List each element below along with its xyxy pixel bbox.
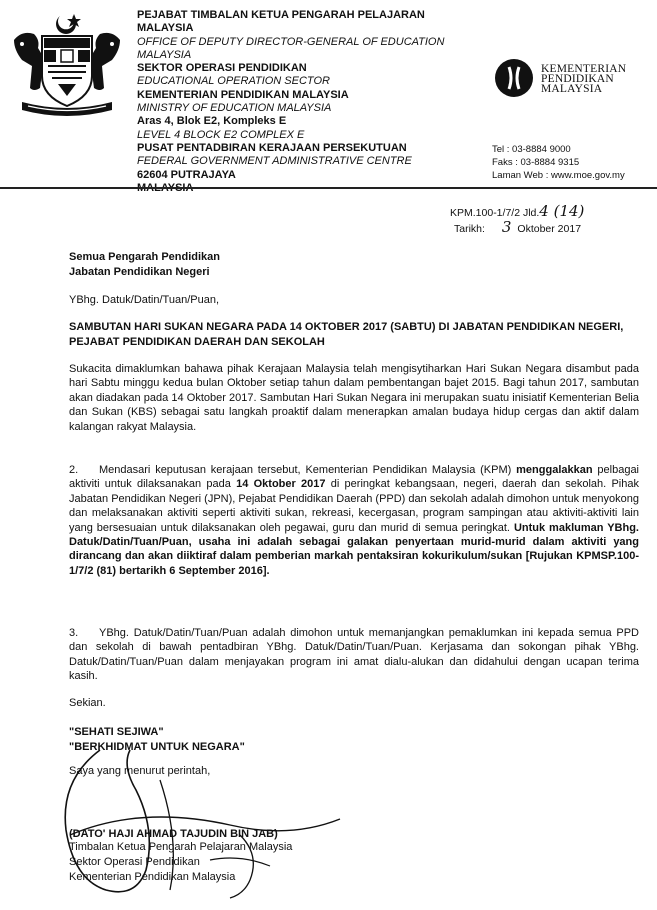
letter-subject: SAMBUTAN HARI SUKAN NEGARA PADA 14 OKTOBER 2017 (SABTU) DI JABATAN PENDIDIKAN NEGERI, PEJABAT PENDIDIKAN DAERAH DAN SEKOLAH — [69, 321, 624, 348]
coat-of-arms-icon — [8, 10, 126, 120]
kpm-logo-name — [541, 64, 626, 94]
para2-bold: 14 Oktober 2017 — [236, 478, 326, 491]
date-day-handwritten: 3 — [501, 218, 512, 236]
paragraph-2 — [69, 463, 639, 578]
paragraph-number: 3. — [69, 627, 79, 639]
para3-text: YBhg. Datuk/Datin/Tuan/Puan adalah dimohon untuk memanjangkan pemaklumkan ini kepada semua PPD dan sekolah di bawah pentadbiran YBhg. Datuk/Datin/Tuan/Puan. Kerjasama dan sokongan pihak YBhg. Datuk/Datin/Tuan/Puan dalam menjayakan program ini amat dialu-alukan dan didahului dengan ucapan terima kasih. — [69, 627, 639, 683]
para2-text: Mendasari keputusan kerajaan tersebut, Kementerian Pendidikan Malaysia (KPM) — [99, 464, 517, 476]
letterhead-line: MINISTRY OF EDUCATION MALAYSIA — [137, 102, 332, 115]
signatory-post-line: Kementerian Pendidikan Malaysia — [69, 871, 236, 883]
para2-bold: menggalakkan — [516, 464, 593, 476]
date-label: Tarikh: — [454, 223, 485, 235]
letterhead-line: 62604 PUTRAJAYA — [137, 168, 236, 181]
letterhead-line: PEJABAT TIMBALAN KETUA PENGARAH PELAJARAN MALAYSIA — [137, 9, 425, 35]
para2-text: di peringkat kebangsaan, negeri, daerah dan sekolah. Pihak Jabatan Pendidikan Negeri (JPN), Pejabat Pendidikan Daerah (PPD) dan sekolah adalah dimohon untuk menyokong dan melaksanakan aktiviti seperti aktiviti sukan, rekreasi, kecergasan, program sampingan atau aktiviti-aktiviti lain yang bersesuaian untuk dilaksanakan oleh pegawai, guru dan murid di semua peringkat. — [69, 478, 639, 534]
reference-number — [450, 204, 584, 220]
slogan: "BERKHIDMAT UNTUK NEGARA" — [69, 741, 245, 753]
letterhead-divider — [0, 187, 657, 189]
fax: Faks : 03-8884 9315 — [492, 157, 580, 168]
slogan: "SEHATI SEJIWA" — [69, 726, 164, 738]
paragraph-1: Sukacita dimaklumkan bahawa pihak Kerajaan Malaysia telah mengisytiharkan Hari Sukan Negara disambut pada hari Sabtu minggu kedua bulan Oktober setiap tahun dalam pembentangan bajet 2015. Bagi tahun 2017, sambutan akan diadakan pada 14 Oktober 2017. Sambutan Hari Sukan Negara ini merupakan suatu inisiatif Kementerian Belia dan Sukan (KBS) sebagai satu langkah proaktif dalam menerapkan amalan budaya hidup cergas dan aktif dalam kalangan rakyat Malaysia. — [69, 363, 639, 433]
paragraph-3 — [69, 626, 639, 684]
letterhead-line: OFFICE OF DEPUTY DIRECTOR-GENERAL OF EDUCATION MALAYSIA — [137, 35, 445, 61]
para2-bold: Untuk makluman YBhg. Datuk/Datin/Tuan/Puan, usaha ini adalah sebagai galakan penyertaan murid-murid dalam aktiviti yang dirancang dan akan diiktiraf dalam pemberian markah pentaksiran kokurikulum/sukan [Rujukan KPMSP.100-1/7/2 (81) bertarikh 6 September 2016]. — [69, 521, 639, 577]
signatory-post-line: Timbalan Ketua Pengarah Pelajaran Malaysia — [69, 841, 293, 853]
signatory-name: (DATO' HAJI AHMAD TAJUDIN BIN JAB) — [69, 828, 278, 840]
website: Laman Web : www.moe.gov.my — [492, 170, 625, 181]
para2-text: pelbagai aktiviti untuk dilaksanakan pada — [69, 464, 640, 491]
reference-date — [450, 220, 584, 236]
reference-handwritten: 4 (14) — [539, 202, 585, 220]
letterhead-line: Aras 4, Blok E2, Kompleks E — [137, 115, 287, 128]
telephone: Tel : 03-8884 9000 — [492, 144, 571, 155]
recipient-line: Jabatan Pendidikan Negeri — [69, 266, 210, 278]
reference-prefix: KPM.100-1/7/2 Jld. — [450, 207, 540, 219]
letterhead-address — [137, 9, 477, 195]
reference-block — [450, 204, 584, 236]
letterhead-line: LEVEL 4 BLOCK E2 COMPLEX E — [137, 128, 305, 141]
letterhead-line: SEKTOR OPERASI PENDIDIKAN — [137, 62, 307, 75]
letterhead-line: PUSAT PENTADBIRAN KERAJAAN PERSEKUTUAN — [137, 141, 407, 154]
order-line: Saya yang menurut perintah, — [69, 765, 211, 777]
letterhead-line: FEDERAL GOVERNMENT ADMINISTRATIVE CENTRE — [137, 155, 412, 168]
letterhead-line: KEMENTERIAN PENDIDIKAN MALAYSIA — [137, 88, 349, 101]
signatory-post-line: Sektor Operasi Pendidikan — [69, 856, 200, 868]
recipients — [69, 250, 639, 280]
kpm-name-line: MALAYSIA — [541, 83, 603, 95]
recipient-line: Semua Pengarah Pendidikan — [69, 251, 220, 263]
closing: Sekian. — [69, 697, 106, 709]
letterhead-line: EDUCATIONAL OPERATION SECTOR — [137, 75, 330, 88]
kpm-name-line: KEMENTERIAN — [541, 63, 627, 75]
contact-details — [492, 143, 625, 182]
paragraph-number: 2. — [69, 464, 79, 476]
kpm-logo-icon — [494, 58, 534, 98]
date-month-year: Oktober 2017 — [517, 223, 582, 235]
signatory-position — [69, 840, 639, 885]
kpm-name-line: PENDIDIKAN — [541, 73, 614, 85]
salutation: YBhg. Datuk/Datin/Tuan/Puan, — [69, 294, 220, 306]
